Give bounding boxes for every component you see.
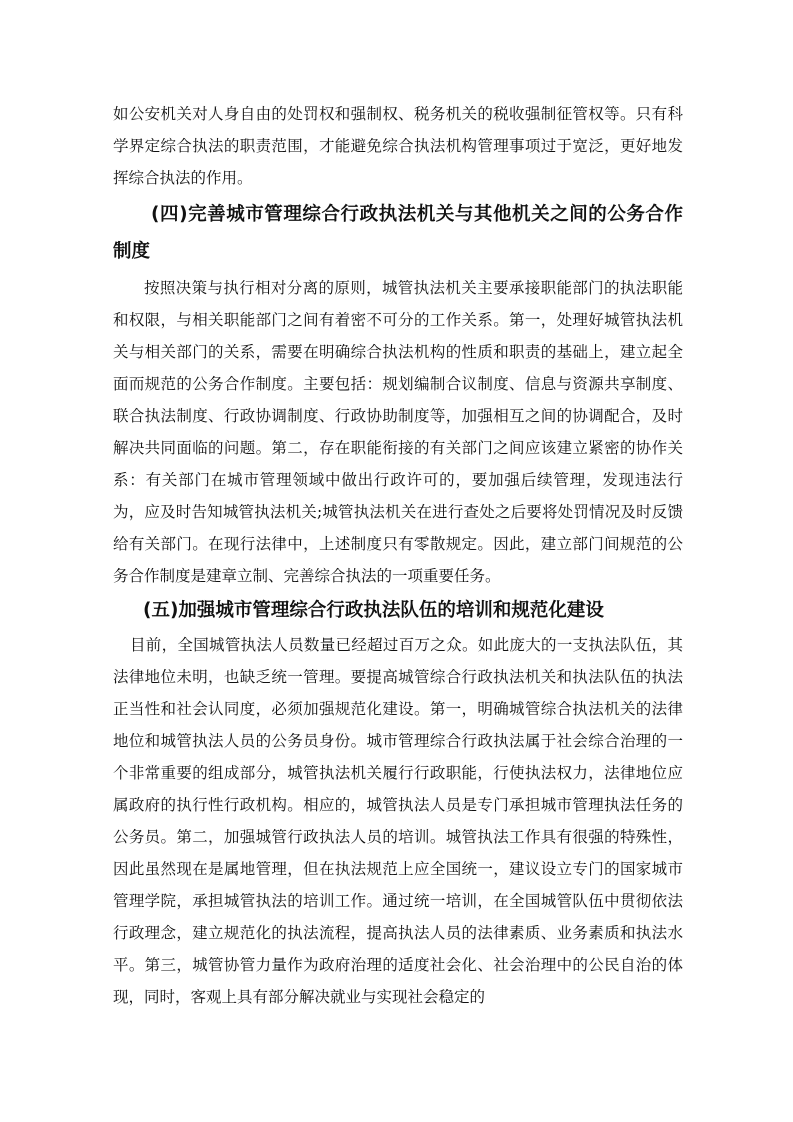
section-4-paragraph: 按照决策与执行相对分离的原则，城管执法机关主要承接职能部门的执法职能和权限，与相关职能部门之间有着密不可分的工作关系。第一，处理好城管执法机关与相关部门的关系，需要在明确综合执法机构的性质和职责的基础上，建立起全面而规范的公务合作制度。主要包括：规划编制合议制度、信息与资源共享制度、联合执法制度、行政协调制度、行政协助制度等，加强相互之间的协调配合，及时解决共同面临的问题。第二，存在职能衔接的有关部门之间应该建立紧密的协作关系：有关部门在城市管理领域中做出行政许可的，要加强后续管理，发现违法行为，应及时告知城管执法机关;城管执法机关在进行查处之后要将处罚情况及时反馈给有关部门。在现行法律中，上述制度只有零散规定。因此，建立部门间规范的公务合作制度是建章立制、完善综合执法的一项重要任务。: [113, 279, 683, 585]
section-5-paragraph: 目前，全国城管执法人员数量已经超过百万之众。如此庞大的一支执法队伍，其法律地位未明，也缺乏统一管理。要提高城管综合行政执法机关和执法队伍的执法正当性和社会认同度，必须加强规范化建设。第一，明确城管综合执法机关的法律地位和城管执法人员的公务员身份。城市管理综合行政执法属于社会综合治理的一个非常重要的组成部分，城管执法机关履行行政职能，行使执法权力，法律地位应属政府的执行性行政机构。相应的，城管执法人员是专门承担城市管理执法任务的公务员。第二，加强城管行政执法人员的培训。城管执法工作具有很强的特殊性，因此虽然现在是属地管理，但在执法规范上应全国统一，建议设立专门的国家城市管理学院，承担城管执法的培训工作。通过统一培训，在全国城管队伍中贯彻依法行政理念，建立规范化的执法流程，提高执法人员的法律素质、业务素质和执法水平。第三，城管协管力量作为政府治理的适度社会化、社会治理中的公民自治的体现，同时，客观上具有部分解决就业与实现社会稳定的: [113, 636, 683, 1006]
intro-paragraph: 如公安机关对人身自由的处罚权和强制权、税务机关的税收强制征管权等。只有科学界定综合执法的职责范围，才能避免综合执法机构管理事项过于宽泛，更好地发挥综合执法的作用。: [113, 105, 683, 187]
section-heading-4: (四)完善城市管理综合行政执法机关与其他机关之间的公务合作制度: [113, 204, 683, 262]
document-page: [113, 98, 683, 1013]
section-heading-5: (五)加强城市管理综合行政执法队伍的培训和规范化建设: [143, 600, 604, 621]
